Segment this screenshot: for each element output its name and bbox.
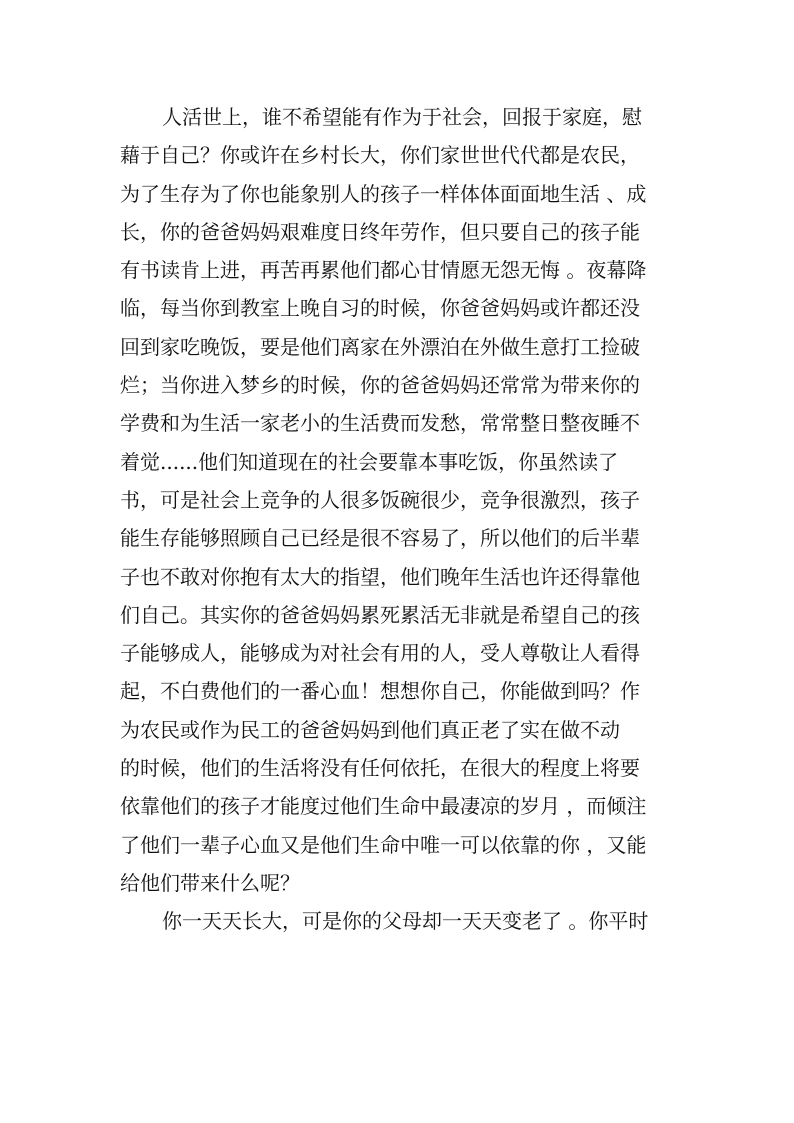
text-line: 你一天天长大，可是你的父母却一天天变老了 。你平时 <box>162 909 649 934</box>
text-line: 了他们一辈子心血又是他们生命中唯一可以依靠的你 ，又能 <box>120 832 647 857</box>
text-line: 烂；当你进入梦乡的时候，你的爸爸妈妈还常常为带来你的 <box>120 373 640 398</box>
text-line: 长，你的爸爸妈妈艰难度日终年劳作，但只要自己的孩子能 <box>120 219 640 244</box>
text-line: 临，每当你到教室上晚自习的时候，你爸爸妈妈或许都还没 <box>120 296 640 321</box>
text-line: 子也不敢对你抱有太大的指望，他们晚年生活也许还得靠他 <box>120 564 640 589</box>
text-line: 为了生存为了你也能象别人的孩子一样体体面面地生活 、成 <box>120 181 647 206</box>
text-line: 着觉......他们知道现在的社会要靠本事吃饭，你虽然读了 <box>120 449 619 474</box>
text-line: 依靠他们的孩子才能度过他们生命中最凄凉的岁月 ，而倾注 <box>120 794 647 819</box>
text-line: 们自己。其实你的爸爸妈妈累死累活无非就是希望自己的孩 <box>120 602 640 627</box>
text-line: 为农民或作为民工的爸爸妈妈到他们真正老了实在做不动 <box>120 717 620 742</box>
text-line: 子能够成人，能够成为对社会有用的人，受人尊敬让人看得 <box>120 641 640 666</box>
text-line: 的时候，他们的生活将没有任何依托，在很大的程度上将要 <box>120 756 640 781</box>
text-line: 能生存能够照顾自己已经是很不容易了，所以他们的后半辈 <box>120 526 640 551</box>
text-line: 学费和为生活一家老小的生活费而发愁，常常整日整夜睡不 <box>120 411 640 436</box>
paragraph-1 <box>120 98 680 902</box>
paragraph-2 <box>120 902 680 940</box>
text-line: 给他们带来什么呢？ <box>120 870 300 895</box>
text-line: 起，不白费他们的一番心血！想想你自己，你能做到吗？作 <box>120 679 640 704</box>
text-line: 有书读肯上进，再苦再累他们都心甘情愿无怨无悔 。夜幕降 <box>120 258 647 283</box>
body-text <box>120 98 680 941</box>
text-line: 人活世上，谁不希望能有作为于社会，回报于家庭，慰 <box>162 105 642 129</box>
text-line: 书，可是社会上竞争的人很多饭碗很少，竞争很激烈，孩子 <box>120 487 640 512</box>
text-line: 藉于自己？你或许在乡村长大，你们家世世代代都是农民， <box>120 143 640 168</box>
text-line: 回到家吃晚饭，要是他们离家在外漂泊在外做生意打工捡破 <box>120 334 640 359</box>
